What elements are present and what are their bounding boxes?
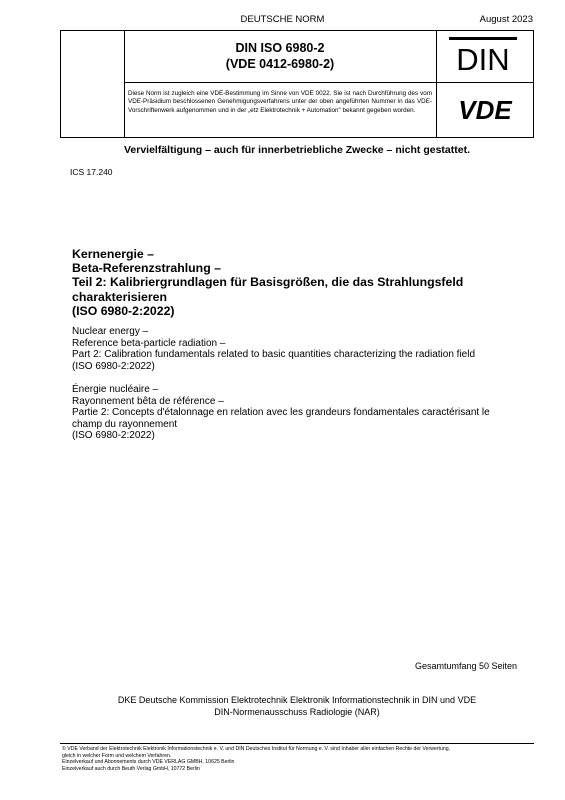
title-german-line: charakterisieren [72,289,168,304]
footer-line: gleich in welcher Form und welchem Verfahren. [62,752,172,759]
title-english-line: (ISO 6980-2:2022) [72,360,155,372]
footer-divider [60,743,534,744]
footer-line: © VDE Verband der Elektrotechnik Elektronik Informationstechnik e. V. und DIN Deutsches Institut für Normung e. V. sind Inhaber aller einfachen Rechte der Verwertung, [62,746,451,752]
din-logo-text: DIN [456,42,510,76]
din-logo-icon [447,36,519,76]
title-english-line: Part 2: Calibration fundamentals related to basic quantities characterizing the radiation field [72,349,476,361]
title-french-line: champ du rayonnement [72,418,178,430]
title-german [72,247,532,318]
title-english [72,326,542,372]
footer-line: Einzelverkauf auch durch Beuth Verlag GmbH, 10772 Berlin [62,765,200,772]
title-german-line: (ISO 6980-2:2022) [72,303,175,318]
committee-line: DKE Deutsche Kommission Elektrotechnik Elektronik Informationstechnik in DIN und VDE [117,695,477,705]
committee-info [60,695,534,719]
footer-copyright [62,746,532,772]
footer-line: Einzelverkauf und Abonnements durch VDE VERLAG GMBH, 10625 Berlin [62,759,235,765]
title-french-line: Rayonnement bêta de référence – [72,395,224,407]
title-french-line: Partie 2: Concepts d'étalonnage en relation avec les grandeurs fondamentales caractérisant le [72,407,490,419]
copy-restriction-note: Vervielfältigung – auch für innerbetriebliche Zwecke – nicht gestattet. [123,144,470,156]
standard-number-vde: (VDE 0412-6980-2) [225,57,335,71]
title-french-line: Énergie nucléaire – [72,384,159,395]
ics-code: ICS 17.240 [70,167,113,177]
title-box-divider-horizontal [124,82,534,83]
vde-note: Diese Norm ist zugleich eine VDE-Bestimmung im Sinne von VDE 0022. Sie ist nach Durchführung des vom VDE-Präsidium beschlossenen Genehmigungsverfahrens unter der oben angeführten Nummer in das VDE-Vorschriftenwerk aufgenommen und in der „etz Elektrotechnik + Automation" bekannt gegeben worden. [128,90,432,114]
standard-number [125,40,435,72]
title-german-line: Kernenergie – [72,247,155,261]
standard-number-din: DIN ISO 6980-2 [235,41,325,55]
title-english-line: Reference beta-particle radiation – [72,337,226,349]
committee-line: DIN-Normenausschuss Radiologie (NAR) [214,706,380,717]
title-german-line: Teil 2: Kalibriergrundlagen für Basisgrößen, die das Strahlungsfeld [72,275,464,290]
title-french-line: (ISO 6980-2:2022) [72,430,155,442]
header-document-type: DEUTSCHE NORM [240,14,325,25]
title-box-divider-right [436,30,437,138]
page-count: Gesamtumfang 50 Seiten [414,661,517,671]
header-date: August 2023 [479,14,533,25]
title-german-line: Beta-Referenzstrahlung – [72,261,221,276]
vde-logo-text: VDE [458,95,512,123]
title-english-line: Nuclear energy – [72,326,149,337]
vde-logo-icon [444,95,526,123]
title-french [72,384,542,442]
